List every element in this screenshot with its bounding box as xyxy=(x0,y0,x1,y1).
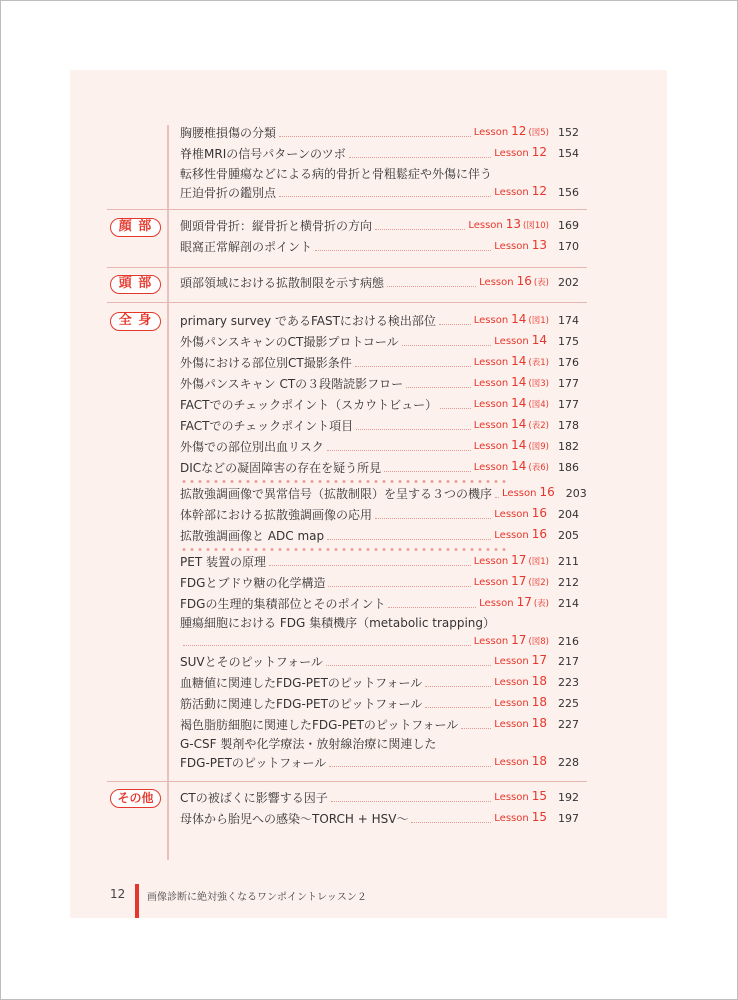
toc-entry[interactable]: FACTでのチェックポイント項目 Lesson 14 (表2) 178 xyxy=(180,417,579,433)
toc-entry[interactable]: FACTでのチェックポイント（スカウトビュー） Lesson 14 (図4) 177 xyxy=(180,396,579,412)
toc-entry[interactable]: 眼窩正常解剖のポイント Lesson 13 170 xyxy=(180,238,579,254)
toc-entry[interactable]: 転移性骨腫瘍などによる病的骨折と骨粗鬆症や外傷に伴う 圧迫骨折の鑑別点 Lesson 12 156 xyxy=(180,167,579,200)
toc-entry[interactable]: primary survey であるFASTにおける検出部位 Lesson 14 (図1) 174 xyxy=(180,312,579,328)
book-title: 画像診断に絶対強くなるワンポイントレッスン２ xyxy=(147,892,367,903)
toc-entry[interactable]: 外傷パンスキャン CTの３段階読影フロー Lesson 14 (図3) 177 xyxy=(180,375,579,391)
toc-entry[interactable]: 外傷での部位別出血リスク Lesson 14 (図9) 182 xyxy=(180,438,579,454)
vertical-rule xyxy=(167,125,169,860)
toc-entry[interactable]: 筋活動に関連したFDG-PETのピットフォール Lesson 18 225 xyxy=(180,695,579,711)
toc-entry[interactable]: FDGとブドウ糖の化学構造 Lesson 17 (図2) 212 xyxy=(180,574,579,590)
toc-entry[interactable]: 頭部領域における拡散制限を示す病態 Lesson 16 (表) 202 xyxy=(180,274,579,290)
section-divider xyxy=(107,267,587,268)
toc-entry[interactable]: 褐色脂肪細胞に関連したFDG-PETのピットフォール Lesson 18 227 xyxy=(180,716,579,732)
toc-entry[interactable]: 体幹部における拡散強調画像の応用 Lesson 16 204 xyxy=(180,506,579,522)
toc-entry[interactable]: 外傷における部位別CT撮影条件 Lesson 14 (表1) 176 xyxy=(180,354,579,370)
toc-entry[interactable]: 拡散強調画像と ADC map Lesson 16 205 xyxy=(180,527,579,543)
toc-entry[interactable]: 胸腰椎損傷の分類 Lesson 12 (図5) 152 xyxy=(180,124,579,140)
dotted-divider xyxy=(180,480,510,483)
section-badge: その他 xyxy=(110,789,161,808)
section-badge: 全 身 xyxy=(110,312,161,331)
toc-entry[interactable]: 母体から胎児への感染〜TORCH + HSV〜 Lesson 15 197 xyxy=(180,810,579,826)
toc-entry[interactable]: CTの被ばくに影響する因子 Lesson 15 192 xyxy=(180,789,579,805)
toc-entry[interactable]: 側頭骨骨折：縦骨折と横骨折の方向 Lesson 13 (図10) 169 xyxy=(180,217,579,233)
dotted-divider xyxy=(180,548,510,551)
toc-entry[interactable]: 拡散強調画像で異常信号（拡散制限）を呈する３つの機序 Lesson 16 203 xyxy=(180,485,587,501)
toc-entry[interactable]: G-CSF 製剤や化学療法・放射線治療に関連した FDG-PETのピットフォール Lesson 18 228 xyxy=(180,737,579,770)
page-number: 12 xyxy=(110,887,126,901)
section-badge: 頭 部 xyxy=(110,275,161,294)
toc-entry[interactable]: 腫瘍細胞における FDG 集積機序（metabolic trapping） Lesson 17 (図8) 216 xyxy=(180,616,579,648)
toc-entry[interactable]: FDGの生理的集積部位とそのポイント Lesson 17 (表) 214 xyxy=(180,595,579,611)
section-divider xyxy=(107,209,587,210)
toc-entry[interactable]: PET 装置の原理 Lesson 17 (図1) 211 xyxy=(180,553,579,569)
section-divider xyxy=(107,781,587,782)
toc-entry[interactable]: 血糖値に関連したFDG-PETのピットフォール Lesson 18 223 xyxy=(180,674,579,690)
section-badge: 顔 部 xyxy=(110,218,161,237)
footer-accent-bar xyxy=(135,884,139,918)
toc-entry[interactable]: DICなどの凝固障害の存在を疑う所見 Lesson 14 (表6) 186 xyxy=(180,459,579,475)
section-divider xyxy=(107,302,587,303)
toc-entry[interactable]: SUVとそのピットフォール Lesson 17 217 xyxy=(180,653,579,669)
toc-entry[interactable]: 外傷パンスキャンのCT撮影プロトコール Lesson 14 175 xyxy=(180,333,579,349)
toc-entry[interactable]: 脊椎MRIの信号パターンのツボ Lesson 12 154 xyxy=(180,145,579,161)
